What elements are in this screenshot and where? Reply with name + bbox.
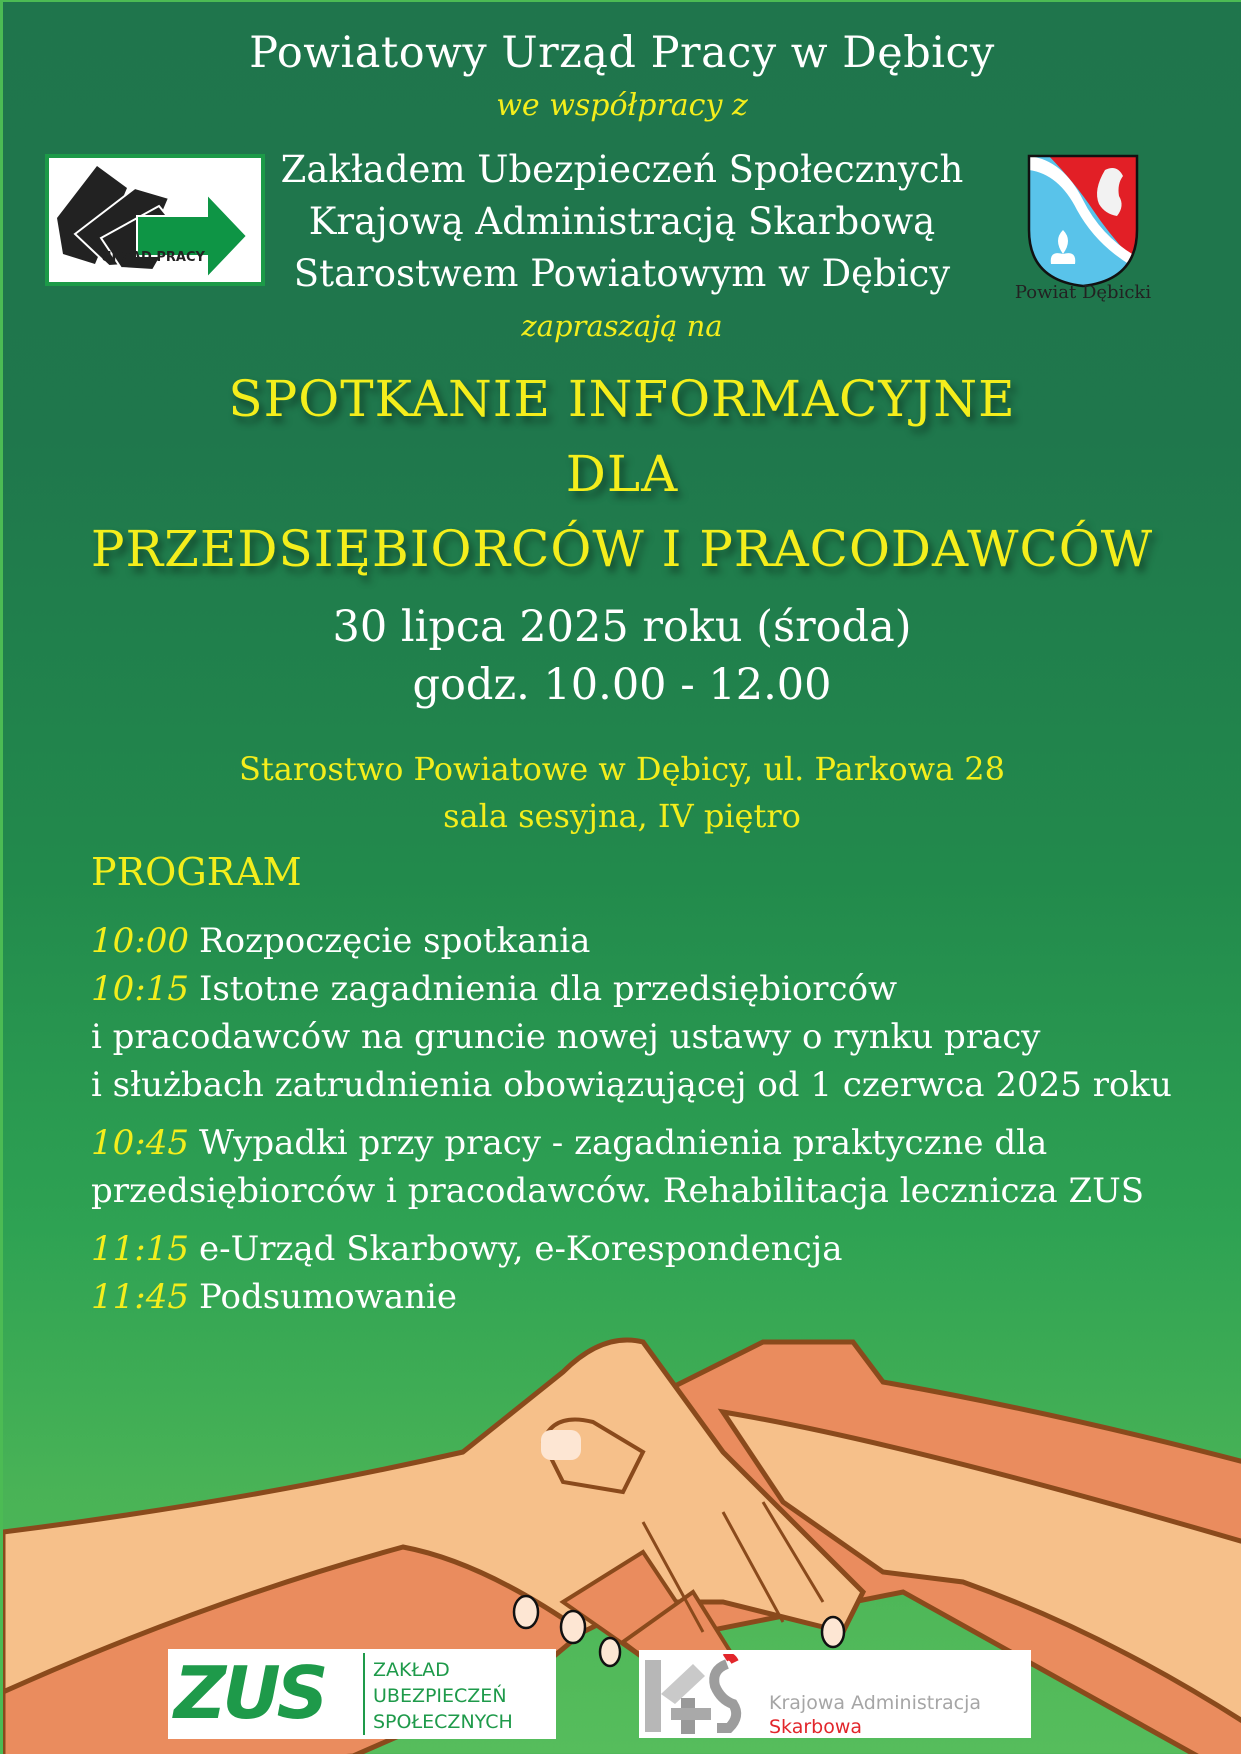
program-list (91, 917, 1211, 1321)
event-title-line-3: PRZEDSIĘBIORCÓW I PRACODAWCÓW (90, 520, 1154, 578)
event-date: 30 lipca 2025 roku (środa) (332, 602, 912, 652)
program-item (91, 965, 1211, 1109)
partner-zus: Zakładem Ubezpieczeń Społecznych (280, 148, 964, 191)
program-time: 10:00 (91, 921, 189, 961)
zus-name-line: SPOŁECZNYCH (373, 1711, 513, 1733)
program-text: Wypadki przy pracy - zagadnienia praktyczne dla (198, 1123, 1048, 1163)
program-time: 10:15 (91, 969, 189, 1009)
organizer-title: Powiatowy Urząd Pracy w Dębicy (249, 28, 995, 78)
program-text: Rozpoczęcie spotkania (198, 921, 591, 961)
zus-name-line: UBEZPIECZEŃ (373, 1685, 507, 1707)
coat-of-arms-icon (1023, 150, 1143, 290)
kas-mark-icon (641, 1654, 761, 1736)
program-time: 11:15 (91, 1229, 189, 1269)
event-title-line-2: DLA (565, 445, 679, 503)
powiat-label: Powiat Dębicki (1014, 282, 1152, 303)
program-item (91, 1225, 1211, 1273)
program-heading: PROGRAM (91, 850, 302, 894)
program-text: e-Urząd Skarbowy, e-Korespondencja (198, 1229, 843, 1269)
kas-logo (639, 1650, 1031, 1738)
venue-room: sala sesyjna, IV piętro (443, 797, 801, 835)
urzad-pracy-logo (45, 154, 265, 286)
program-item (91, 917, 1211, 965)
zus-name-line: ZAKŁAD (373, 1659, 450, 1681)
powiat-coat-of-arms (1023, 150, 1143, 300)
partner-starostwo: Starostwem Powiatowym w Dębicy (293, 252, 951, 295)
program-text: przedsiębiorców i pracodawców. Rehabilitacja lecznicza ZUS (91, 1171, 1145, 1211)
kas-name-line-1: Krajowa Administracja (769, 1692, 982, 1714)
program-item (91, 1119, 1211, 1215)
event-title-line-1: SPOTKANIE INFORMACYJNE (228, 370, 1016, 428)
venue-address: Starostwo Powiatowe w Dębicy, ul. Parkowa 28 (239, 750, 1005, 788)
urzad-pracy-label: URZĄD PRACY (101, 250, 205, 265)
zus-mark: ZUS (174, 1651, 325, 1735)
kas-name-line-2: Skarbowa (769, 1716, 863, 1738)
collaboration-label: we współpracy z (496, 88, 748, 123)
program-text: i służbach zatrudnienia obowiązującej od 1 czerwca 2025 roku (91, 1065, 1172, 1105)
partner-kas: Krajową Administracją Skarbową (308, 200, 936, 243)
program-text: i pracodawców na gruncie nowej ustawy o rynku pracy (91, 1017, 1041, 1057)
zus-logo (168, 1649, 556, 1739)
zus-name (373, 1657, 513, 1735)
program-time: 10:45 (91, 1123, 189, 1163)
program-text: Istotne zagadnienia dla przedsiębiorców (198, 969, 898, 1009)
invite-label: zapraszają na (521, 309, 723, 343)
program-time: 11:45 (91, 1277, 189, 1317)
program-text: Podsumowanie (198, 1277, 458, 1317)
zus-divider (363, 1653, 365, 1735)
event-time: godz. 10.00 - 12.00 (412, 660, 832, 710)
